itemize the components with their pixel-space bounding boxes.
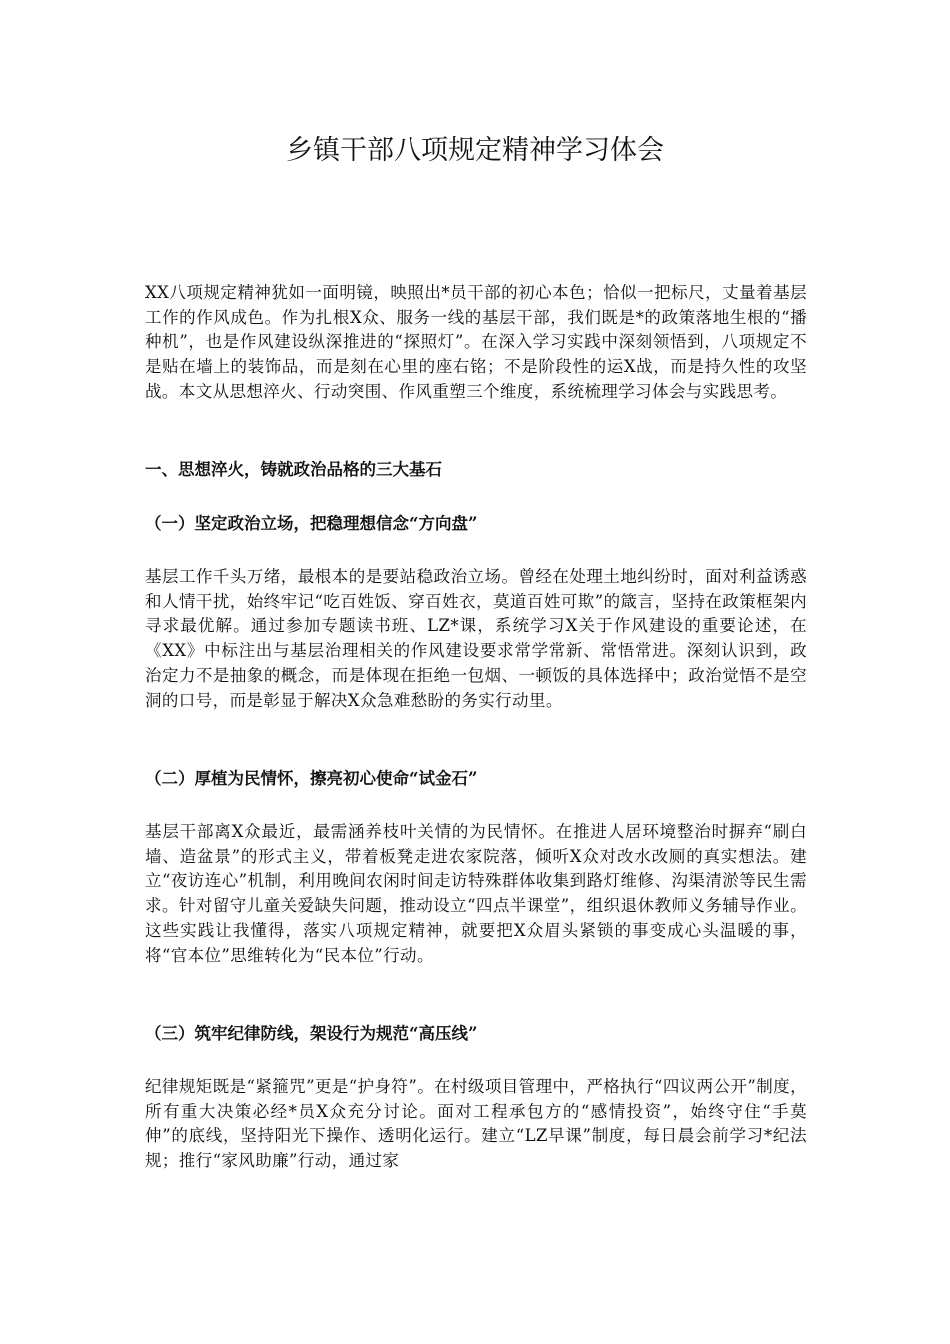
subsection-paragraph-1: 基层工作千头万绪，最根本的是要站稳政治立场。曾经在处理土地纠纷时，面对利益诱惑和人情干扰，始终牢记“吃百姓饭、穿百姓衣，莫道百姓可欺”的箴言，坚持在政策框架内寻求最优解。通过参加专题读书班、LZ*课，系统学习X关于作风建设的重要论述，在《XX》中标注出与基层治理相关的作风建设要求常学常新、常悟常进。深刻认识到，政治定力不是抽象的概念，而是体现在拒绝一包烟、一顿饭的具体选择中；政治觉悟不是空洞的口号，而是彰显于解决X众急难愁盼的务实行动里。 bbox=[145, 567, 807, 710]
subsection-heading-2: （二）厚植为民情怀，擦亮初心使命“试金石” bbox=[145, 769, 478, 788]
subsection-paragraph-2: 基层干部离X众最近，最需涵养枝叶关情的为民情怀。在推进人居环境整治时摒弃“刷白墙、造盆景”的形式主义，带着板凳走进农家院落，倾听X众对改水改厕的真实想法。建立“夜访连心”机制，利用晚间农闲时间走访特殊群体收集到路灯维修、沟渠清淤等民生需求。针对留守儿童关爱缺失问题，推动设立“四点半课堂”，组织退休教师义务辅导作业。这些实践让我懂得，落实八项规定精神，就要把X众眉头紧锁的事变成心头温暖的事，将“官本位”思维转化为“民本位”行动。 bbox=[145, 822, 807, 965]
subsection-heading-1: （一）坚定政治立场，把稳理想信念“方向盘” bbox=[145, 514, 478, 533]
intro-paragraph: XX八项规定精神犹如一面明镜，映照出*员干部的初心本色；恰似一把标尺，丈量着基层工作的作风成色。作为扎根X众、服务一线的基层干部，我们既是*的政策落地生根的“播种机”，也是作风建设纵深推进的“探照灯”。在深入学习实践中深刻领悟到，八项规定不是贴在墙上的装饰品，而是刻在心里的座右铭；不是阶段性的运X战，而是持久性的攻坚战。本文从思想淬火、行动突围、作风重塑三个维度，系统梳理学习体会与实践思考。 bbox=[145, 283, 807, 401]
subsection-heading-3: （三）筑牢纪律防线，架设行为规范“高压线” bbox=[145, 1024, 478, 1043]
section-heading-1: 一、思想淬火，铸就政治品格的三大基石 bbox=[145, 460, 442, 479]
document-title: 乡镇干部八项规定精神学习体会 bbox=[286, 135, 664, 166]
subsection-paragraph-3: 纪律规矩既是“紧箍咒”更是“护身符”。在村级项目管理中，严格执行“四议两公开”制度，所有重大决策必经*员X众充分讨论。面对工程承包方的“感情投资”，始终守住“手莫伸”的底线，坚持阳光下操作、透明化运行。建立“LZ早课”制度，每日晨会前学习*纪法规；推行“家风助廉”行动，通过家 bbox=[145, 1077, 807, 1171]
